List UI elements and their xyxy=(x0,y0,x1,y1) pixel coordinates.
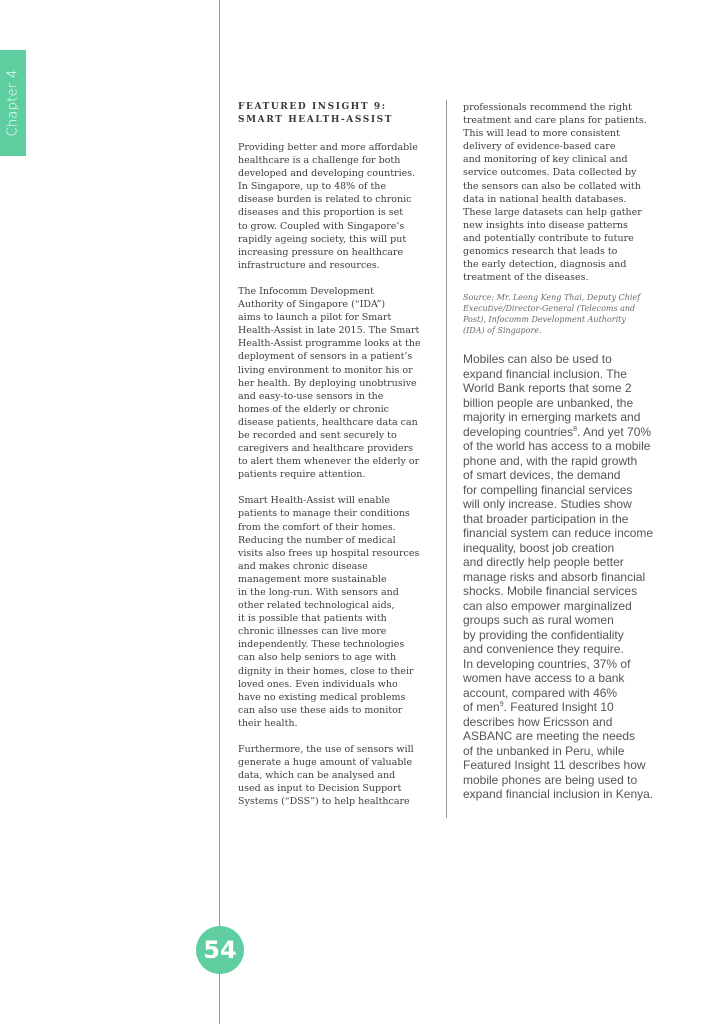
footnote-ref-8: 8 xyxy=(573,425,577,433)
main-text-part-1: Mobiles can also be used to expand financial inclusion. The World Bank reports that some 2 billion people are unbanked, the majority in emerging markets and developing countries xyxy=(463,352,641,439)
main-body-text xyxy=(463,352,659,802)
insight-paragraph-4: Furthermore, the use of sensors will generate a huge amount of valuable data, which can be analysed and used as input to Decision Support Systems (“DSS”) to help healthcare xyxy=(238,744,414,808)
page-number-badge xyxy=(196,926,244,974)
insight-paragraph-2: The Infocomm Development Authority of Singapore (“IDA”) aims to launch a pilot for Smart Health-Assist in late 2015. The Smart Health-Assist programme looks at the deployment of sensors in a patient’s living environment to monitor his or her health. By deploying unobtrusive and easy-to-use sensors in the homes of the elderly or chronic disease patients, healthcare data can be recorded and sent securely to caregivers and healthcare providers to alert them whenever the elderly or patients require attention. xyxy=(238,285,421,481)
insight-source: Source: Mr. Leong Keng Thai, Deputy Chief Executive/Director-General (Telecoms and Post), Infocomm Development Authority (IDA) of Singapore. xyxy=(463,293,641,336)
insight-title-line2: SMART HEALTH-ASSIST xyxy=(238,114,394,125)
chapter-tab xyxy=(0,50,26,156)
insight-paragraph-1: Providing better and more affordable healthcare is a challenge for both developed and developing countries. In Singapore, up to 48% of the disease burden is related to chronic diseases and this proportion is set to grow. Coupled with Singapore’s rapidly ageing society, this will put increasing pressure on healthcare infrastructure and resources. xyxy=(238,142,418,271)
insight-paragraph-3: Smart Health-Assist will enable patients to manage their conditions from the comfort of their homes. Reducing the number of medical visits also frees up hospital resources and makes chronic disease management more sustainable in the long-run. With sensors and other related technological aids, it is possible that patients with chronic illnesses can live more independently. These technologies can also help seniors to age with dignity in their homes, close to their loved ones. Even individuals who have no existing medical problems can also use these aids to monitor their health. xyxy=(238,495,420,729)
main-text-part-2: . And yet 70% of the world has access to a mobile phone and, with the rapid growth of smart devices, the demand for compelling financial services will only increase. Studies show that broader participation in the financial system can reduce income inequality, boost job creation and directly help people better manage risks and absorb financial shocks. Mobile financial services can also empower marginalized groups such as rural women by providing the confidentiality and convenience they require. In developing countries, 37% of women have access to a bank account, compared with 46% of men xyxy=(463,424,654,715)
insight-column-right xyxy=(463,101,659,802)
column-divider-line xyxy=(446,100,447,818)
insight-title-line1: FEATURED INSIGHT 9: xyxy=(238,102,387,112)
footnote-ref-9: 9 xyxy=(499,701,504,709)
page-divider-line xyxy=(219,0,220,1024)
main-text-part-3: . Featured Insight 10 describes how Ericsson and ASBANC are meeting the needs of the unbanked in Peru, while Featured Insight 11 describes how mobile phones are being used to expand financial inclusion in Kenya. xyxy=(463,700,654,802)
chapter-tab-label: Chapter 4 xyxy=(5,69,21,137)
insight-title xyxy=(238,101,432,126)
insight-paragraph-5: professionals recommend the right treatment and care plans for patients. This will lead to more consistent delivery of evidence-based care and monitoring of key clinical and service outcomes. Data collected by the sensors can also be collated with data in national health databases. These large datasets can help gather new insights into disease patterns and potentially contribute to future genomics research that leads to the early detection, diagnosis and treatment of the diseases. xyxy=(463,102,647,284)
insight-column-left xyxy=(238,101,432,822)
page-number: 54 xyxy=(203,936,237,964)
